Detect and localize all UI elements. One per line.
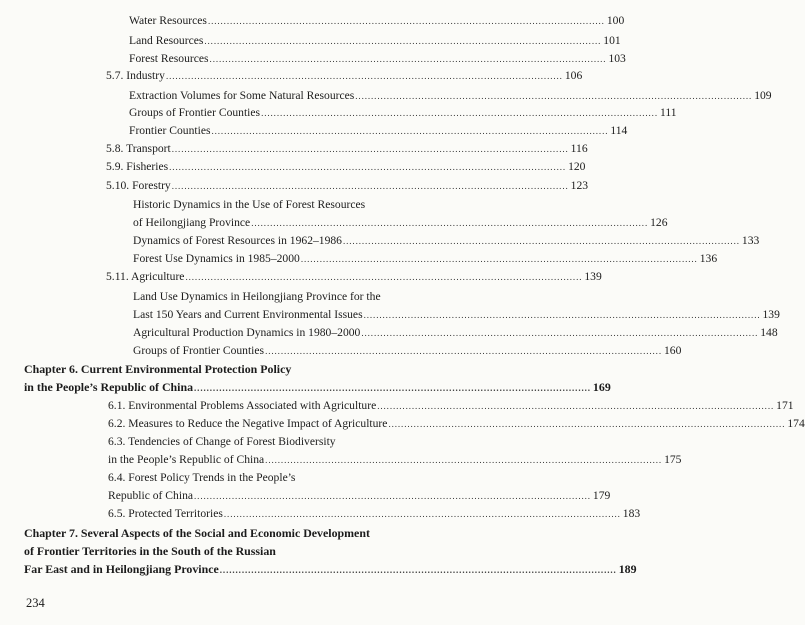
leader-dots: .............................................................................................................................. — [223, 509, 621, 519]
toc-entry — [133, 344, 682, 358]
toc-entry-title: in the People’s Republic of China — [24, 380, 194, 394]
toc-entry-page: 111 — [659, 106, 677, 119]
toc-entry-title: Groups of Frontier Counties — [133, 344, 265, 357]
toc-entry-title: Dynamics of Forest Resources in 1962–1986 — [133, 234, 342, 247]
leader-dots: .............................................................................................................................. — [261, 108, 658, 118]
toc-entry-page: 183 — [622, 507, 641, 520]
leader-dots: .............................................................................................................................. — [363, 310, 761, 320]
toc-entry-title: of Frontier Territories in the South of the Russian — [24, 544, 276, 558]
toc-entry-page: 139 — [584, 270, 602, 283]
toc-entry-page: 139 — [762, 308, 780, 321]
toc-entry — [129, 124, 628, 138]
toc-chapter-heading — [24, 380, 611, 394]
toc-entry — [106, 69, 583, 83]
toc-entry-page: 106 — [564, 69, 583, 82]
leader-dots: .............................................................................................................................. — [265, 346, 662, 356]
leader-dots: .............................................................................................................................. — [207, 16, 605, 26]
toc-entry-title: Land Use Dynamics in Heilongjiang Province for the — [133, 290, 381, 303]
leader-dots: .............................................................................................................................. — [300, 254, 698, 264]
toc-entry — [133, 290, 430, 304]
leader-dots: .............................................................................................................................. — [342, 236, 740, 246]
toc-entry-title: Chapter 6. Current Environmental Protection Policy — [24, 362, 292, 376]
toc-entry — [129, 106, 677, 120]
toc-entry-page: 100 — [606, 14, 625, 27]
toc-entry-page: 136 — [699, 252, 718, 265]
toc-entry — [106, 142, 588, 156]
toc-entry-page: 174 — [787, 417, 805, 430]
leader-dots: .............................................................................................................................. — [185, 272, 583, 282]
toc-entry — [133, 234, 760, 248]
toc-entry-title: Water Resources — [129, 14, 207, 27]
toc-entry-page: 133 — [741, 234, 760, 247]
toc-entry-title: in the People’s Republic of China — [108, 453, 265, 466]
toc-entry-page: 120 — [568, 160, 586, 173]
toc-entry — [106, 270, 602, 284]
toc-entry-title: 5.9. Fisheries — [106, 160, 169, 173]
toc-entry-title: Extraction Volumes for Some Natural Resources — [129, 89, 355, 102]
toc-entry — [133, 252, 718, 266]
toc-entry-title: 5.8. Transport — [106, 142, 171, 155]
toc-entry-page: 114 — [610, 124, 628, 137]
toc-entry — [129, 34, 621, 48]
toc-entry-page: 109 — [754, 89, 772, 102]
toc-entry-title: Chapter 7. Several Aspects of the Social and Economic Development — [24, 526, 370, 540]
toc-entry — [108, 453, 682, 467]
leader-dots: .............................................................................................................................. — [209, 54, 607, 64]
toc-entry — [108, 471, 430, 485]
toc-entry-page: 126 — [650, 216, 668, 229]
toc-entry — [106, 160, 586, 174]
toc-entry-page: 175 — [664, 453, 682, 466]
toc-entry — [129, 52, 626, 66]
toc-chapter-heading — [24, 526, 430, 540]
leader-dots: .............................................................................................................................. — [169, 162, 567, 172]
leader-dots: .............................................................................................................................. — [171, 181, 569, 191]
leader-dots: .............................................................................................................................. — [165, 71, 563, 81]
leader-dots: .............................................................................................................................. — [251, 218, 649, 228]
toc-entry-page: 116 — [570, 142, 588, 155]
leader-dots: .............................................................................................................................. — [388, 419, 786, 429]
leader-dots: .............................................................................................................................. — [194, 383, 591, 393]
toc-entry-title: Forest Resources — [129, 52, 209, 65]
toc-entry-page: 148 — [760, 326, 778, 339]
toc-entry-page: 160 — [663, 344, 682, 357]
toc-entry-page: 169 — [592, 380, 611, 394]
toc-entry-title: 5.7. Industry — [106, 69, 165, 82]
toc-entry — [108, 507, 641, 521]
toc-entry-title: Agricultural Production Dynamics in 1980–2000 — [133, 326, 361, 339]
leader-dots: .............................................................................................................................. — [361, 328, 759, 338]
leader-dots: .............................................................................................................................. — [355, 91, 753, 101]
toc-entry-title: Far East and in Heilongjiang Province — [24, 562, 219, 576]
leader-dots: .............................................................................................................................. — [219, 565, 617, 575]
toc-entry-title: 6.1. Environmental Problems Associated with Agriculture — [108, 399, 377, 412]
toc-entry — [108, 399, 794, 413]
toc-entry-page: 189 — [618, 562, 637, 576]
toc-entry — [129, 14, 625, 28]
leader-dots: .............................................................................................................................. — [171, 144, 569, 154]
toc-entry-title: Last 150 Years and Current Environmental Issues — [133, 308, 363, 321]
leader-dots: .............................................................................................................................. — [211, 126, 609, 136]
toc-entry-title: of Heilongjiang Province — [133, 216, 251, 229]
toc-entry-page: 103 — [608, 52, 626, 65]
toc-entry — [133, 198, 430, 212]
toc-entry-page: 171 — [776, 399, 794, 412]
toc-entry-title: Forest Use Dynamics in 1985–2000 — [133, 252, 300, 265]
toc-entry — [108, 489, 611, 503]
toc-entry — [133, 216, 668, 230]
toc-chapter-heading — [24, 362, 430, 376]
toc-entry-page: 123 — [570, 179, 589, 192]
toc-entry-title: 5.10. Forestry — [106, 179, 171, 192]
toc-entry — [106, 179, 589, 193]
leader-dots: .............................................................................................................................. — [377, 401, 775, 411]
toc-entry-title: 5.11. Agriculture — [106, 270, 185, 283]
toc-chapter-heading — [24, 562, 637, 576]
toc-entry-title: 6.3. Tendencies of Change of Forest Biodiversity — [108, 435, 336, 448]
toc-entry-title: 6.5. Protected Territories — [108, 507, 223, 520]
toc-entry — [108, 417, 805, 431]
leader-dots: .............................................................................................................................. — [265, 455, 663, 465]
toc-entry-title: Republic of China — [108, 489, 194, 502]
toc-entry-title: Groups of Frontier Counties — [129, 106, 261, 119]
toc-entry-title: 6.4. Forest Policy Trends in the People’s — [108, 471, 296, 484]
toc-entry — [133, 326, 778, 340]
toc-chapter-heading — [24, 544, 430, 558]
toc-entry-title: Frontier Counties — [129, 124, 211, 137]
toc-entry — [133, 308, 780, 322]
toc-entry-page: 179 — [592, 489, 611, 502]
toc-entry — [108, 435, 430, 449]
toc-entry-title: Land Resources — [129, 34, 204, 47]
leader-dots: .............................................................................................................................. — [194, 491, 591, 501]
leader-dots: .............................................................................................................................. — [204, 36, 602, 46]
toc-entry-title: Historic Dynamics in the Use of Forest Resources — [133, 198, 366, 211]
toc-entry — [129, 89, 772, 103]
page-number: 234 — [26, 596, 45, 610]
toc-entry-page: 101 — [603, 34, 621, 47]
toc-entry-title: 6.2. Measures to Reduce the Negative Impact of Agriculture — [108, 417, 388, 430]
